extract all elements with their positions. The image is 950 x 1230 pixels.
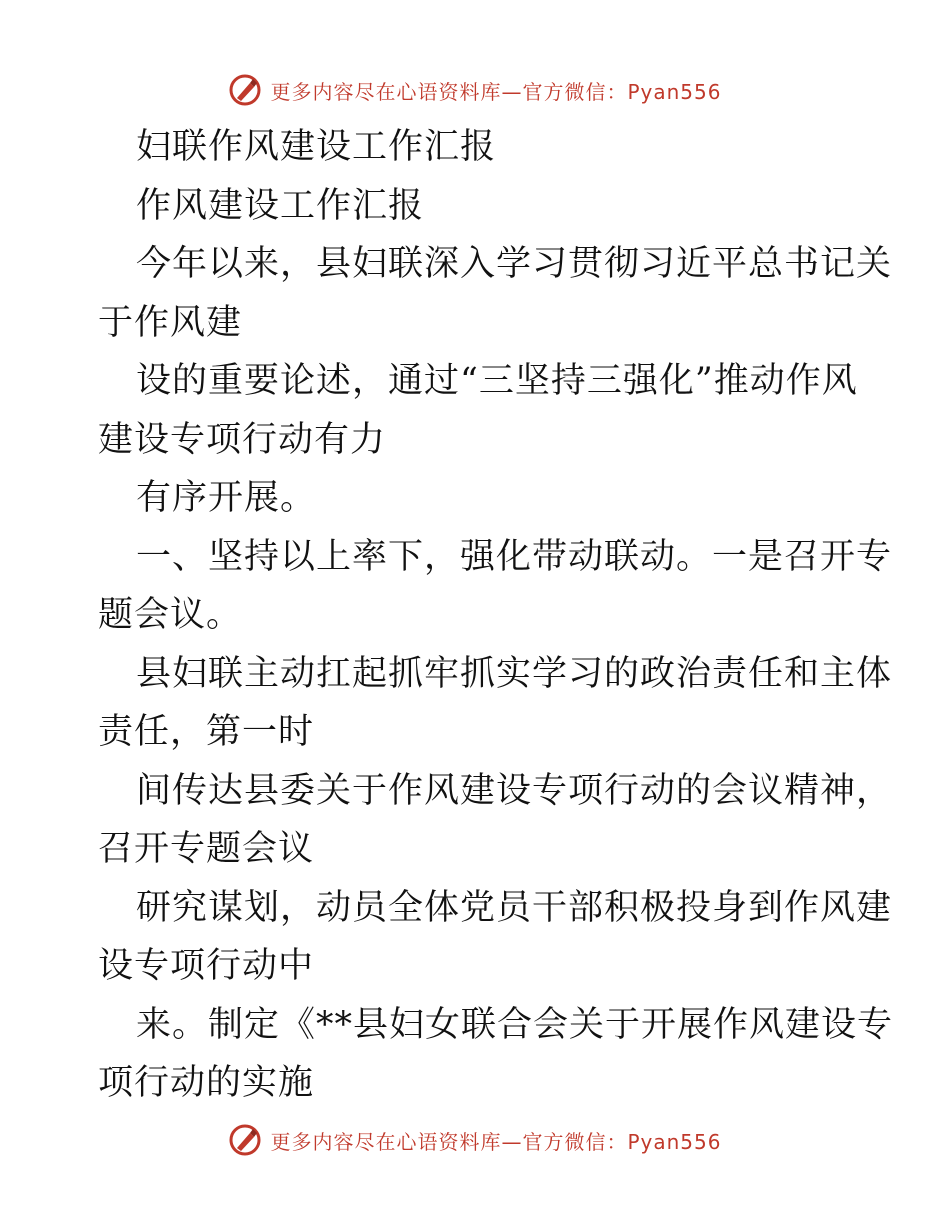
document-line: 县妇联主动扛起抓牢抓实学习的政治责任和主体 [136,653,893,694]
pen-circle-icon [228,73,262,107]
document-line: 设专项行动中 [98,946,315,986]
footer-banner-text: 更多内容尽在心语资料库—官方微信：Pyan556 [270,1129,722,1154]
document-line: 责任，第一时 [98,712,315,752]
document-line: 来。制定《**县妇女联合会关于开展作风建设专 [136,1004,894,1045]
document-line: 研究谋划，动员全体党员干部积极投身到作风建 [136,887,893,928]
document-line: 召开专题会议 [98,829,315,869]
pen-circle-icon [228,1123,262,1157]
document-line: 设的重要论述，通过“三坚持三强化”推动作风 [136,361,858,401]
document-line: 今年以来，县妇联深入学习贯彻习近平总书记关 [136,244,893,284]
footer-banner [0,1120,950,1160]
document-line: 妇联作风建设工作汇报 [136,127,497,167]
header-banner [0,70,950,110]
document-line: 有序开展。 [136,478,317,518]
document-line: 于作风建 [98,302,243,343]
document-line: 间传达县委关于作风建设专项行动的会议精神， [136,770,893,811]
header-banner-text: 更多内容尽在心语资料库—官方微信：Pyan556 [270,79,722,104]
document-line: 建设专项行动有力 [98,419,387,460]
document-line: 作风建设工作汇报 [136,185,425,226]
document-line: 项行动的实施 [98,1063,315,1103]
document-line: 一、坚持以上率下，强化带动联动。一是召开专 [136,536,893,577]
document-body [98,118,894,1113]
document-line: 题会议。 [98,595,243,635]
